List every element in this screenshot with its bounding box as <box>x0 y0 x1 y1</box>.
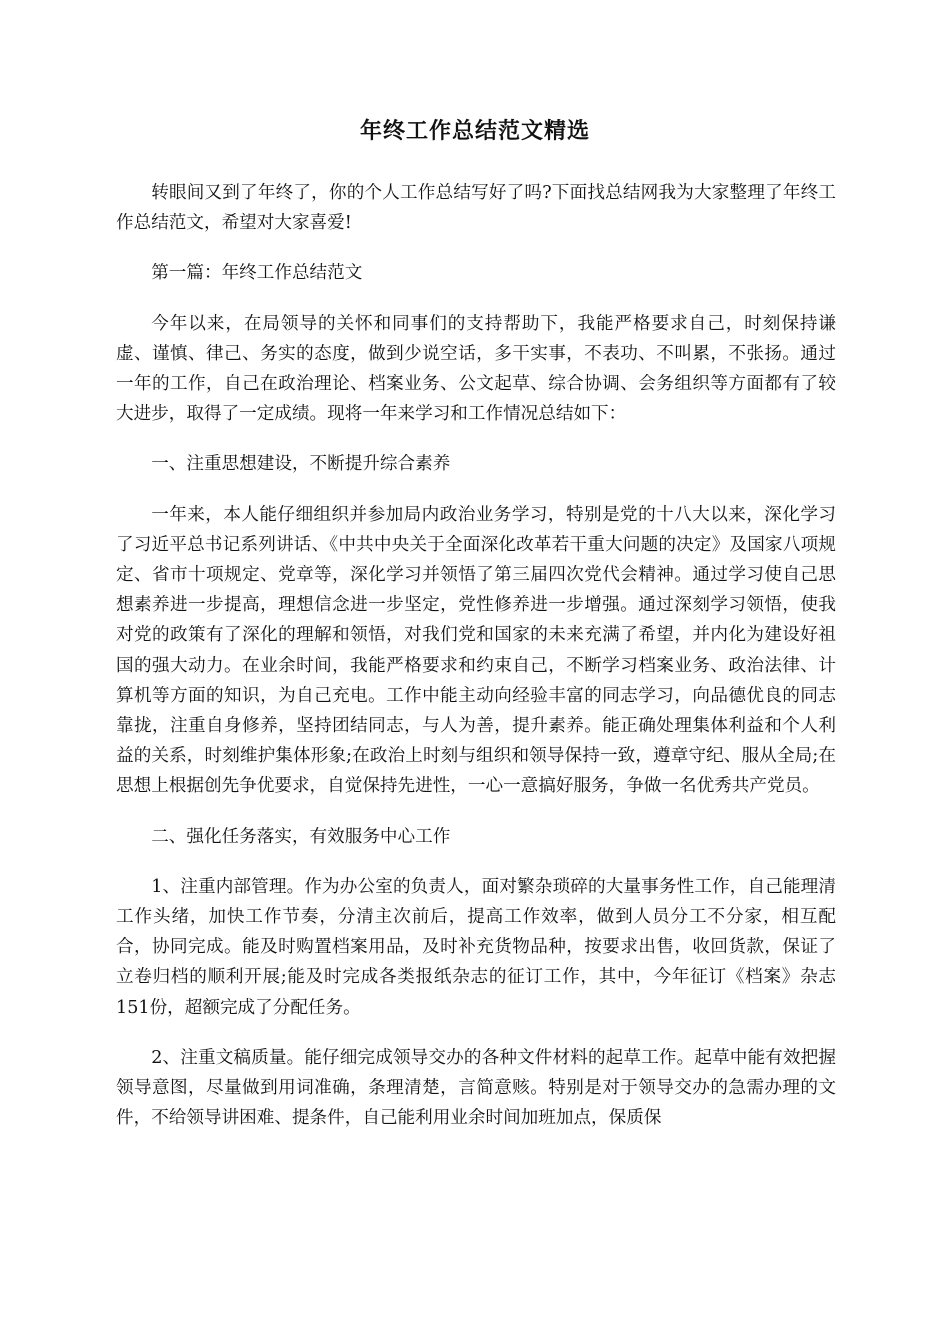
thought-building-paragraph: 一年来，本人能仔细组织并参加局内政治业务学习，特别是党的十八大以来，深化学习了习近平总书记系列讲话、《中共中央关于全面深化改革若干重大问题的决定》及国家八项规定、省市十项规定、党章等，深化学习并领悟了第三届四次党代会精神。通过学习使自己思想素养进一步提高，理想信念进一步坚定，党性修养进一步增强。通过深刻学习领悟，使我对党的政策有了深化的理解和领悟，对我们党和国家的未来充满了希望，并内化为建设好祖国的强大动力。在业余时间，我能严格要求和约束自己，不断学习档案业务、政治法律、计算机等方面的知识，为自己充电。工作中能主动向经验丰富的同志学习，向品德优良的同志靠拢，注重自身修养，坚持团结同志，与人为善，提升素养。能正确处理集体利益和个人利益的关系，时刻维护集体形象;在政治上时刻与组织和领导保持一致，遵章守纪、服从全局;在思想上根据创先争优要求，自觉保持先进性，一心一意搞好服务，争做一名优秀共产党员。 <box>116 504 836 797</box>
document-quality-paragraph: 2、注重文稿质量。能仔细完成领导交办的各种文件材料的起草工作。起草中能有效把握领导意图，尽量做到用词准确，条理清楚，言简意赅。特别是对于领导交办的急需办理的文件，不给领导讲困难、提条件，自己能利用业余时间加班加点，保质保 <box>116 1047 836 1129</box>
document-body <box>116 178 836 1153</box>
overview-paragraph: 今年以来，在局领导的关怀和同事们的支持帮助下，我能严格要求自己，时刻保持谦虚、谨慎、律己、务实的态度，做到少说空话，多干实事，不表功、不叫累，不张扬。通过一年的工作，自己在政治理论、档案业务、公文起草、综合协调、会务组织等方面都有了较大进步，取得了一定成绩。现将一年来学习和工作情况总结如下： <box>116 313 836 425</box>
internal-management-paragraph: 1、注重内部管理。作为办公室的负责人，面对繁杂琐碎的大量事务性工作，自己能理清工作头绪，加快工作节奏，分清主次前后，提高工作效率，做到人员分工不分家，相互配合，协同完成。能及时购置档案用品，及时补充货物品种，按要求出售，收回货款，保证了立卷归档的顺利开展;能及时完成各类报纸杂志的征订工作，其中，今年征订《档案》杂志151份，超额完成了分配任务。 <box>116 876 836 1018</box>
heading-thought-building: 一、注重思想建设，不断提升综合素养 <box>151 454 451 475</box>
section-heading-part-one: 第一篇：年终工作总结范文 <box>151 263 363 284</box>
document-title: 年终工作总结范文精选 <box>359 118 590 144</box>
heading-task-implementation: 二、强化任务落实，有效服务中心工作 <box>151 826 451 847</box>
intro-paragraph: 转眼间又到了年终了，你的个人工作总结写好了吗?下面找总结网我为大家整理了年终工作总结范文，希望对大家喜爱! <box>116 183 836 234</box>
